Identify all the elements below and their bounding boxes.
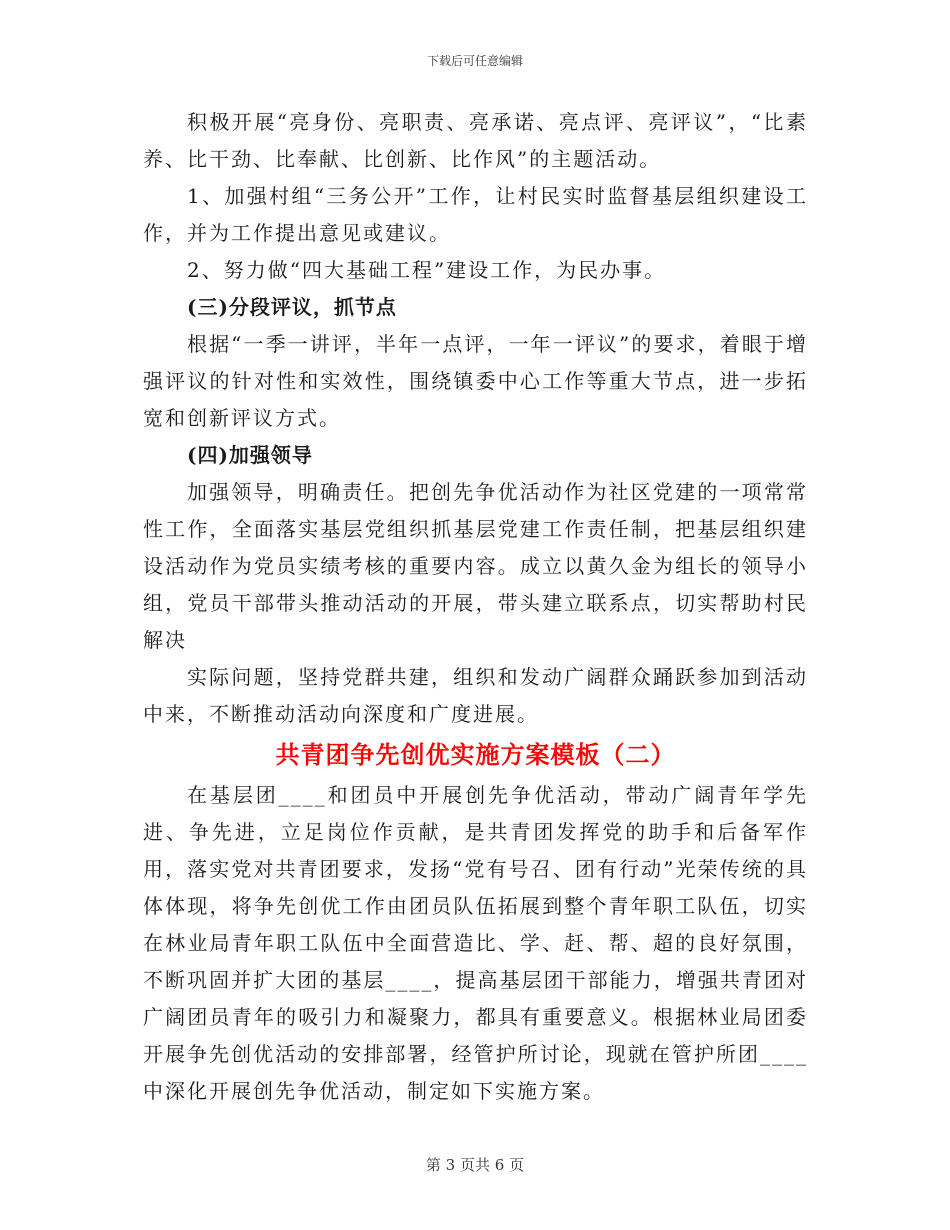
heading-section-3: (三)分段评议，抓节点 — [187, 295, 397, 319]
paragraph-activities: 积极开展“亮身份、亮职责、亮承诺、亮点评、亮评议”，“比素养、比干劲、比奉献、比创新、比作风”的主题活动。 — [143, 110, 808, 171]
section-title: 共青团争先创优实施方案模板（二） — [275, 740, 676, 769]
paragraph-problems: 实际问题，坚持党群共建，组织和发动广阔群众踊跃参加到活动中来，不断推动活动向深度和广度进展。 — [143, 665, 808, 726]
paragraph-leadership: 加强领导，明确责任。把创先争优活动作为社区党建的一项常常性工作，全面落实基层党组织抓基层党建工作责任制，把基层组织建设活动作为党员实绩考核的重要内容。成立以黄久金为组长的领导小组，党员干部带头推动活动的开展，带头建立联系点，切实帮助村民解决 — [143, 480, 808, 652]
header-note: 下载后可任意编辑 — [426, 54, 523, 68]
page-footer: 第 3 页共 6 页 — [425, 1156, 525, 1174]
section-body: 在基层团____和团员中开展创先争优活动，带动广阔青年学先进、争先进，立足岗位作贡献，是共青团发挥党的助手和后备军作用，落实党对共青团要求，发扬“党有号召、团有行动”光荣传统的具体体现，将争先创优工作由团员队伍拓展到整个青年职工队伍，切实在林业局青年职工队伍中全面营造比、学、赶、帮、超的良好氛围，不断巩固并扩大团的基层____，提高基层团干部能力，增强共青团对广阔团员青年的吸引力和凝聚力，都具有重要意义。根据林业局团委开展争先创优活动的安排部署，经管护所讨论，现就在管护所团____中深化开展创先争优活动，制定如下实施方案。 — [143, 783, 808, 1103]
document-body — [143, 104, 808, 1110]
paragraph-evaluation: 根据“一季一讲评，半年一点评，一年一评议”的要求，着眼于增强评议的针对性和实效性，围绕镇委中心工作等重大节点，进一步拓宽和创新评议方式。 — [143, 332, 808, 430]
paragraph-item-2: 2、努力做“四大基础工程”建设工作，为民办事。 — [187, 258, 667, 282]
heading-section-4: (四)加强领导 — [187, 443, 313, 467]
paragraph-item-1: 1、加强村组“三务公开”工作，让村民实时监督基层组织建设工作，并为工作提出意见或建议。 — [143, 184, 808, 245]
